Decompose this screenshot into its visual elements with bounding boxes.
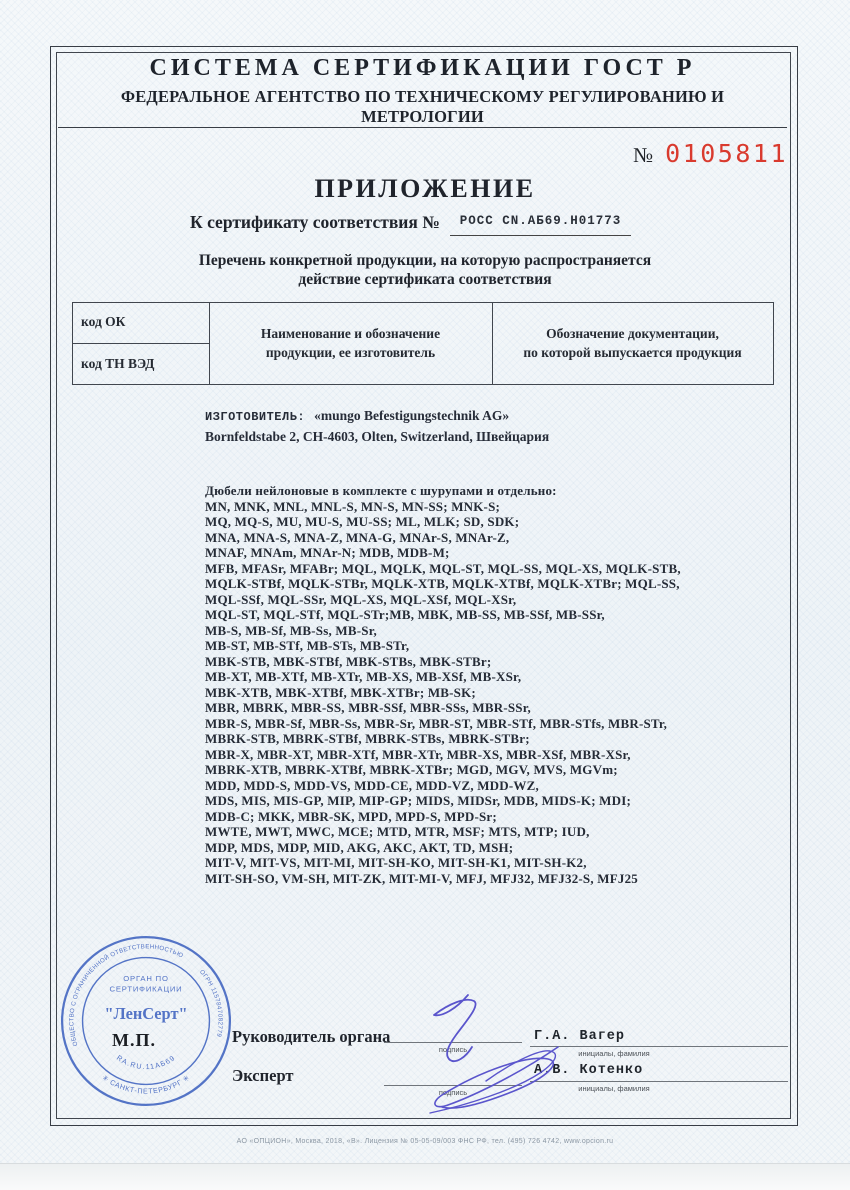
table-header-code-tnved: код ТН ВЭД bbox=[81, 356, 155, 371]
product-line: MN, MNK, MNL, MNL-S, MN-S, MN-SS; MNK-S; bbox=[205, 498, 501, 514]
head-name: Г.А. Вагер bbox=[534, 1029, 626, 1044]
handwritten-signatures bbox=[390, 985, 600, 1120]
product-line: MQL-SSf, MQL-SSr, MQL-XS, MQL-XSf, MQL-XSr, bbox=[205, 591, 517, 607]
form-number bbox=[633, 139, 788, 168]
product-line: MBRK-XTB, MBRK-XTBf, MBRK-XTBr; MGD, MGV, MVS, MGVm; bbox=[205, 762, 618, 777]
document-header bbox=[58, 54, 787, 128]
product-line: MB-XT, MB-XTf, MB-XTr, MB-XS, MB-XSf, MB-XSr, bbox=[205, 669, 522, 684]
product-line: MNA, MNA-S, MNA-Z, MNA-G, MNAr-S, MNAr-Z, bbox=[205, 529, 510, 545]
table-header-product-line1: Наименование и обозначение bbox=[260, 326, 441, 341]
subtitle-line-2: действие сертификата соответствия bbox=[298, 271, 552, 288]
table-header-product bbox=[209, 303, 492, 384]
header-agency-title: ФЕДЕРАЛЬНОЕ АГЕНТСТВО ПО ТЕХНИЧЕСКОМУ РЕГУЛИРОВАНИЮ И МЕТРОЛОГИИ bbox=[120, 86, 725, 126]
form-number-value: 0105811 bbox=[665, 139, 788, 168]
stamp-org-line1: ОРГАН ПО bbox=[123, 974, 169, 984]
expert-name-caption: инициалы, фамилия bbox=[578, 1084, 650, 1093]
certificate-number-underline bbox=[450, 215, 632, 236]
product-line: MBR-X, MBR-XT, MBR-XTf, MBR-XTr, MBR-XS, MBR-XSf, MBR-XSr, bbox=[205, 746, 631, 762]
page-title: ПРИЛОЖЕНИЕ bbox=[314, 174, 536, 203]
manufacturer-name: «mungo Befestigungstechnik AG» bbox=[314, 408, 510, 423]
product-table bbox=[72, 302, 774, 385]
head-role-label: Руководитель органа bbox=[232, 1027, 391, 1046]
certificate-reference-label: К сертификату соответствия № bbox=[190, 212, 440, 232]
svg-text:RA.RU.11АБ69 bbox=[115, 1054, 177, 1071]
page-bottom-edge bbox=[0, 1163, 850, 1190]
product-line: MB-ST, MB-STf, MB-STs, MB-STr, bbox=[205, 638, 410, 653]
head-signature-caption: подпись bbox=[438, 1045, 468, 1054]
manufacturer-block bbox=[205, 408, 549, 445]
product-line: MNAF, MNAm, MNAr-N; MDB, MDB-M; bbox=[205, 545, 450, 560]
product-line: MBK-XTB, MBK-XTBf, MBK-XTBr; MB-SK; bbox=[205, 684, 476, 700]
table-header-docs-line1: Обозначение документации, bbox=[546, 326, 719, 341]
table-divider-horizontal bbox=[73, 343, 209, 344]
certification-stamp bbox=[58, 933, 234, 1109]
stamp-org-line2: СЕРТИФИКАЦИИ bbox=[109, 984, 183, 994]
expert-role-label: Эксперт bbox=[232, 1066, 294, 1085]
product-line: MDB-C; MKK, MBR-SK, MPD, MPD-S, MPD-Sr; bbox=[205, 808, 497, 824]
certificate-reference bbox=[190, 212, 631, 236]
manufacturer-label: ИЗГОТОВИТЕЛЬ: bbox=[205, 410, 306, 424]
product-line: MDD, MDD-S, MDD-VS, MDD-CE, MDD-VZ, MDD-WZ, bbox=[205, 777, 539, 793]
manufacturer-address: Bornfeldstabe 2, CH-4603, Olten, Switzerland, Швейцария bbox=[205, 429, 550, 444]
product-line: MIT-V, MIT-VS, MIT-MI, MIT-SH-KO, MIT-SH-K1, MIT-SH-K2, bbox=[205, 855, 587, 870]
product-line: MBR-S, MBR-Sf, MBR-Ss, MBR-Sr, MBR-ST, MBR-STf, MBR-STfs, MBR-STr, bbox=[205, 715, 668, 731]
product-line: MQL-ST, MQL-STf, MQL-STr;MB, MBK, MB-SS, MB-SSf, MB-SSr, bbox=[205, 607, 605, 622]
product-line: Дюбели нейлоновые в комплекте с шурупами и отдельно: bbox=[205, 483, 557, 498]
stamp-org-name: "ЛенСерт" bbox=[104, 1003, 188, 1023]
product-line: MDS, MIS, MIS-GP, MIP, MIP-GP; MIDS, MIDSr, MDB, MIDS-K; MDI; bbox=[205, 793, 632, 808]
product-line: MDP, MDS, MDP, MID, AKG, AKC, AKT, TD, MSH; bbox=[205, 839, 514, 855]
product-line: MQ, MQ-S, MU, MU-S, MU-SS; ML, MLK; SD, SDK; bbox=[205, 514, 520, 529]
expert-signature-scribble bbox=[435, 1047, 558, 1108]
stamp-accreditation-text: RA.RU.11АБ69 bbox=[114, 1053, 178, 1072]
table-header-docs-line2: по которой выпускается продукция bbox=[523, 345, 742, 360]
printer-fineprint: АО «ОПЦИОН», Москва, 2018, «В». Лицензия № 05-05-09/003 ФНС РФ, тел. (495) 726 4742, www.opcion.ru bbox=[236, 1138, 614, 1145]
product-line: MBRK-STB, MBRK-STBf, MBRK-STBs, MBRK-STBr; bbox=[205, 731, 530, 746]
product-line: MWTE, MWT, MWC, MCE; MTD, MTR, MSF; MTS, MTP; IUD, bbox=[205, 824, 590, 839]
product-line: MB-S, MB-Sf, MB-Ss, MB-Sr, bbox=[205, 622, 377, 638]
expert-signature-caption: подпись bbox=[438, 1088, 468, 1097]
product-line: MBR, MBRK, MBR-SS, MBR-SSf, MBR-SSs, MBR-SSr, bbox=[205, 700, 531, 715]
certificate-number-value: РОСС CN.АБ69.Н01773 bbox=[459, 214, 622, 228]
number-sign: № bbox=[633, 143, 654, 167]
stamp-ring-top-text: ОБЩЕСТВО С ОГРАНИЧЕННОЙ ОТВЕТСТВЕННОСТЬЮ bbox=[68, 943, 185, 1048]
table-header-product-line2: продукции, ее изготовитель bbox=[265, 345, 436, 360]
subtitle-line-1: Перечень конкретной продукции, на которую распространяется bbox=[198, 252, 652, 269]
mp-mark: М.П. bbox=[112, 1030, 156, 1050]
header-system-title: СИСТЕМА СЕРТИФИКАЦИИ ГОСТ Р bbox=[149, 54, 696, 81]
product-line: MFB, MFASr, MFABr; MQL, MQLK, MQL-ST, MQL-SS, MQL-XS, MQLK-STB, bbox=[205, 560, 681, 576]
expert-name: А.В. Котенко bbox=[534, 1063, 644, 1078]
product-line: MBK-STB, MBK-STBf, MBK-STBs, MBK-STBr; bbox=[205, 653, 492, 669]
stamp-city-text: ✳ САНКТ-ПЕТЕРБУРГ ✳ bbox=[100, 1073, 192, 1096]
product-line: MQLK-STBf, MQLK-STBr, MQLK-XTB, MQLK-XTBf, MQLK-XTBr; MQL-SS, bbox=[205, 576, 680, 591]
product-list bbox=[205, 483, 785, 886]
product-line: MIT-SH-SO, VM-SH, MIT-ZK, MIT-MI-V, MFJ, MFJ32, MFJ32-S, MFJ25 bbox=[205, 870, 638, 886]
head-name-caption: инициалы, фамилия bbox=[578, 1049, 650, 1058]
table-header-docs bbox=[492, 303, 773, 384]
table-header-code-ok: код ОК bbox=[81, 314, 126, 329]
head-signature-scribble bbox=[434, 995, 476, 1061]
stamp-ogrn-text: ОГРН 1157847082779 bbox=[198, 968, 224, 1038]
